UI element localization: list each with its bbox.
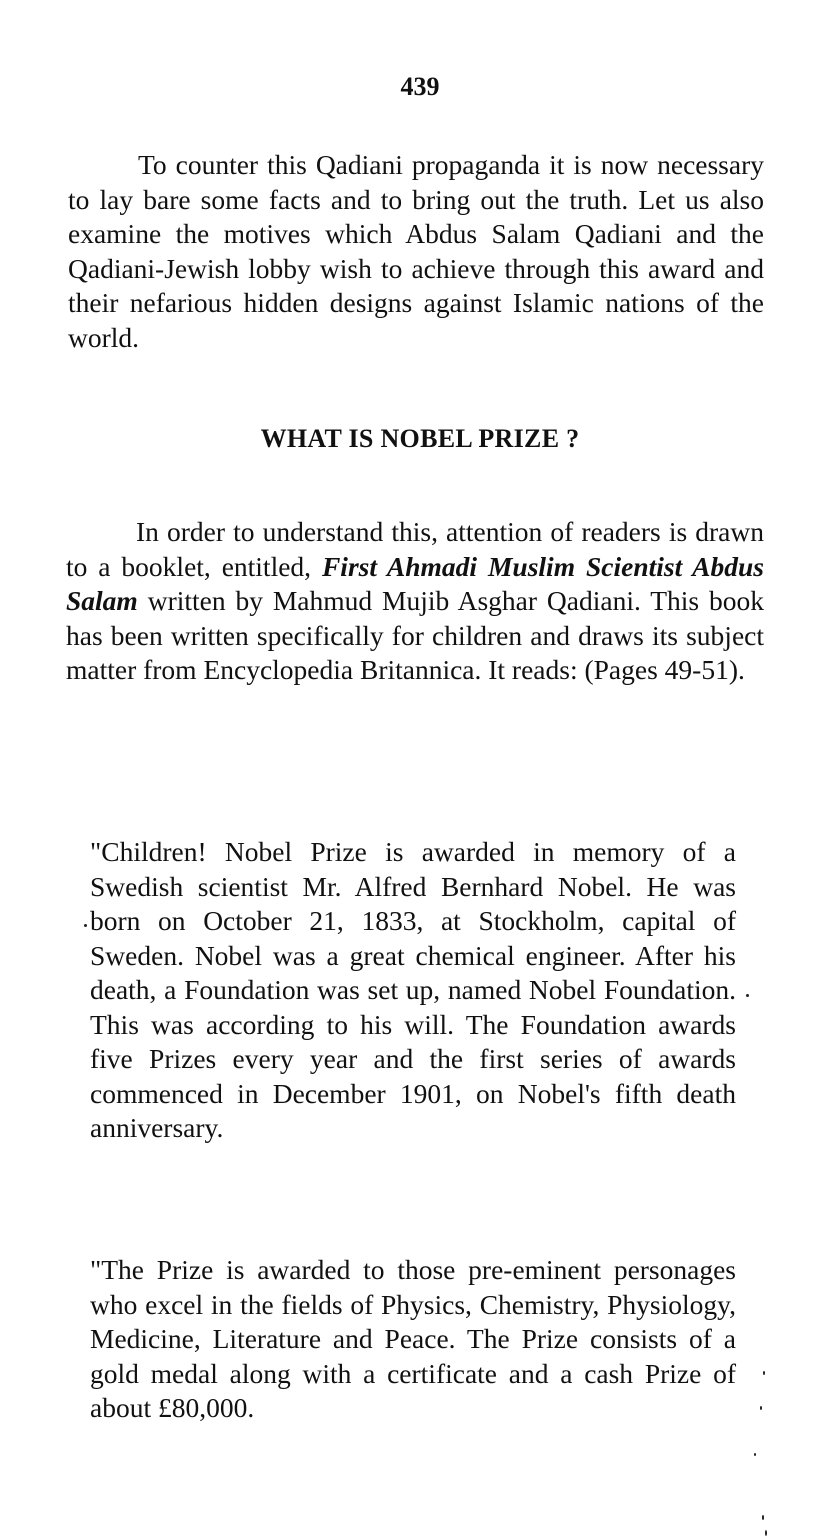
scan-speck — [746, 994, 749, 997]
book-title: First Ahmadi Muslim Scientist Abdus Salam — [66, 550, 764, 616]
booklet-paragraph — [66, 515, 764, 688]
scan-speck — [763, 1371, 765, 1375]
page-number: 439 — [400, 72, 440, 101]
scan-speck — [84, 924, 87, 927]
scan-speck — [762, 1515, 764, 1520]
intro-paragraph: To counter this Qadiani propaganda it is now necessary to lay bare some facts and to bring out the truth. Let us also examine the motives which Abdus Salam Qadiani and the Qadiani-Jewish lobby wish to achieve through this award and their nefarious hidden designs against Islamic nations of the world. — [68, 149, 764, 353]
scan-speck — [754, 1453, 756, 1456]
booklet-paragraph-lead: In order to understand this, attention of readers is drawn to a booklet, entitled, — [66, 516, 764, 582]
scan-speck — [765, 1530, 767, 1536]
quoted-paragraph-prize: "The Prize is awarded to those pre-eminent personages who excel in the fields of Physics, Chemistry, Physiology, Medicine, Literature and Peace. The Prize consists of a gold medal along with a certificate and a cash Prize of about £80,000. — [90, 1254, 736, 1423]
scan-speck — [760, 1406, 762, 1410]
quoted-paragraph-children: "Children! Nobel Prize is awarded in memory of a Swedish scientist Mr. Alfred Bernhard Nobel. He was born on October 21, 1833, at Stockholm, capital of Sweden. Nobel was a great chemical engineer. After his death, a Foundation was set up, named Nobel Foundation. This was according to his will. The Foundation awards five Prizes every year and the first series of awards commenced in December 1901, on Nobel's fifth death anniversary. — [90, 836, 736, 1143]
booklet-paragraph-rest: written by Mahmud Mujib Asghar Qadiani. This book has been written specifically for children and draws its subject matter from Encyclopedia Britannica. It reads: (Pages 49-51). — [66, 585, 764, 685]
section-heading: WHAT IS NOBEL PRIZE ? — [260, 424, 580, 453]
